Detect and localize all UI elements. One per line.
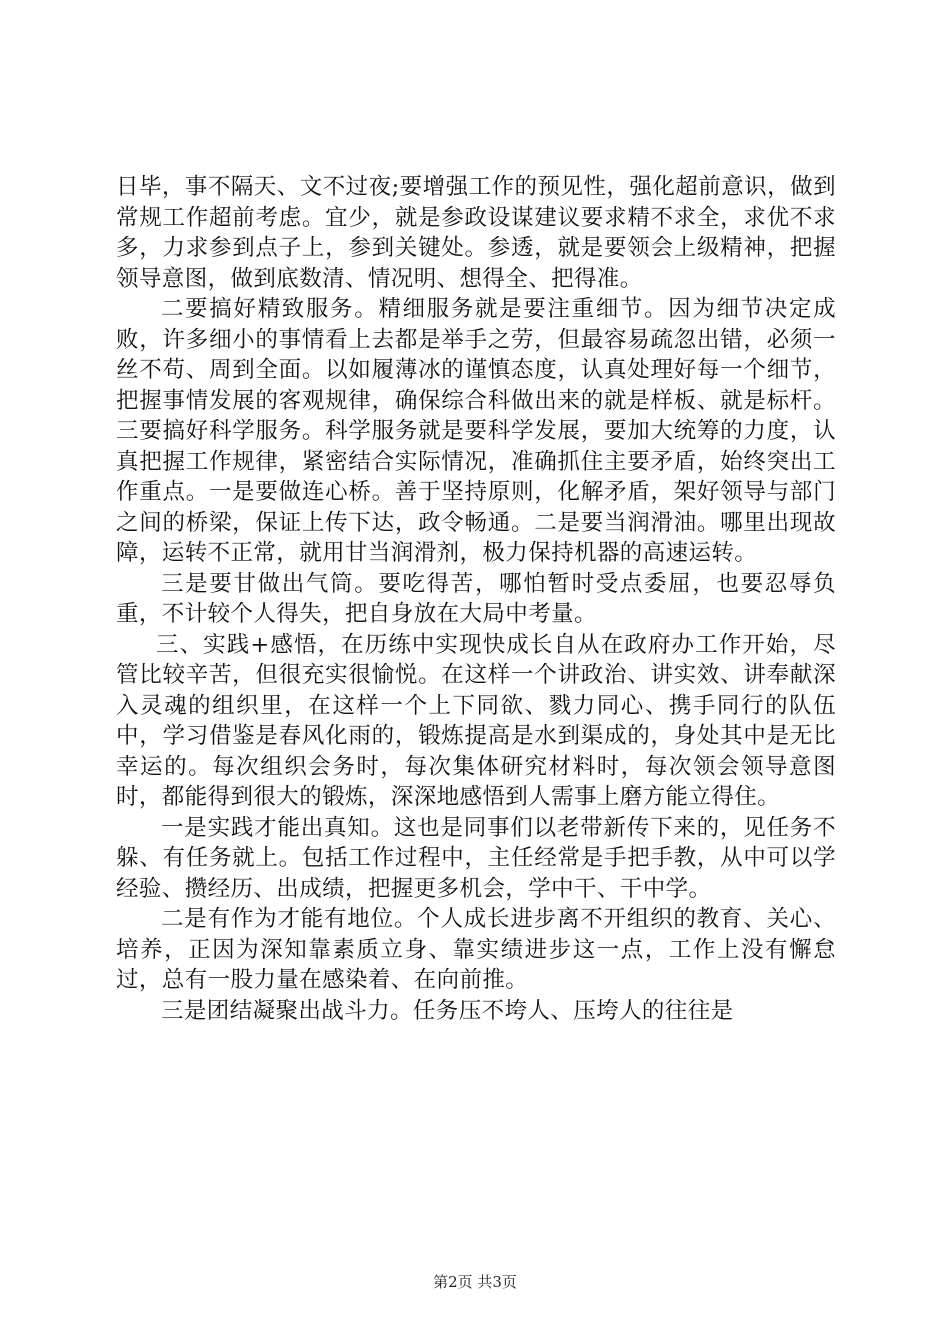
paragraph-7: 三是团结凝聚出战斗力。任务压不垮人、压垮人的往往是	[161, 997, 734, 1024]
paragraph-6: 二是有作为才能有地位。个人成长进步离不开组织的教育、关心、培养，正因为深知靠素质立身、靠实绩进步这一点，工作上没有懈怠过，总有一股力量在感染着、在向前推。	[116, 906, 836, 993]
paragraph-2: 二要搞好精致服务。精细服务就是要注重细节。因为细节决定成败，许多细小的事情看上去都是举手之劳，但最容易疏忽出错，必须一丝不苟、周到全面。以如履薄冰的谨慎态度，认真处理好每一个细节，把握事情发展的客观规律，确保综合科做出来的就是样板、就是标杆。三要搞好科学服务。科学服务就是要科学发展，要加大统筹的力度，认真把握工作规律，紧密结合实际情况，准确抓住主要矛盾，始终突出工作重点。一是要做连心桥。善于坚持原则，化解矛盾，架好领导与部门之间的桥梁，保证上传下达，政令畅通。二是要当润滑油。哪里出现故障，运转不正常，就用甘当润滑剂，极力保持机器的高速运转。	[116, 296, 836, 566]
paragraph-1: 日毕，事不隔天、文不过夜;要增强工作的预见性，强化超前意识，做到常规工作超前考虑。宜少，就是参政设谋建议要求精不求全，求优不求多，力求参到点子上，参到关键处。参透，就是要领会上级精神，把握领导意图，做到底数清、情况明、想得全、把得准。	[116, 174, 836, 292]
paragraph-3: 三是要甘做出气筒。要吃得苦，哪怕暂时受点委屈，也要忍辱负重，不计较个人得失，把自身放在大局中考量。	[116, 570, 836, 627]
paragraph-5: 一是实践才能出真知。这也是同事们以老带新传下来的，见任务不躲、有任务就上。包括工作过程中，主任经常是手把手教，从中可以学经验、攒经历、出成绩，把握更多机会，学中干、干中学。	[116, 814, 836, 902]
page-footer: 第2页 共3页	[433, 1273, 517, 1291]
document-body	[116, 172, 836, 1026]
paragraph-4: 三、实践+感悟，在历练中实现快成长自从在政府办工作开始，尽管比较辛苦，但很充实很愉悦。在这样一个讲政治、讲实效、讲奉献深入灵魂的组织里，在这样一个上下同欲、戮力同心、携手同行的队伍中，学习借鉴是春风化雨的，锻炼提高是水到渠成的，身处其中是无比幸运的。每次组织会务时，每次集体研究材料时，每次领会领导意图时，都能得到很大的锻炼，深深地感悟到人需事上磨方能立得住。	[116, 631, 836, 810]
